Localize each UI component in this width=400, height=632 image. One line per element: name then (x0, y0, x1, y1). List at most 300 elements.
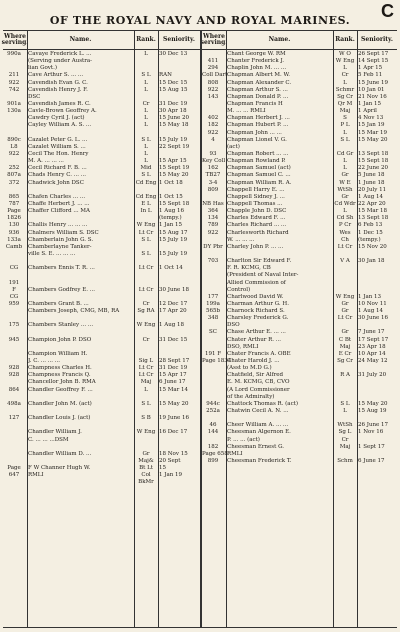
rank: W O (339, 51, 351, 57)
seniority: 1 Jan 15 (358, 100, 382, 107)
officer-name: Cayley William A. S. ... (28, 122, 92, 129)
rank: Cr (142, 300, 150, 307)
seniority: 30 June 16 (358, 315, 389, 322)
where-serving: 899 (207, 458, 219, 465)
where-serving: 143 (207, 93, 219, 100)
list-entry-row (202, 201, 397, 208)
rank: WtSh (337, 186, 353, 193)
officer-name: Allied Commission of (227, 279, 286, 286)
where-serving: 3-4 (208, 179, 218, 186)
officer-name: of the Admiralty) (227, 393, 275, 400)
list-entry-row (202, 444, 397, 451)
list-entry-row (202, 344, 397, 351)
list-entry-row (202, 65, 397, 72)
list-entry-row (3, 294, 200, 301)
list-entry-row (3, 187, 200, 194)
rank: S L (340, 400, 350, 407)
rank: L (343, 65, 347, 72)
rank: Lt Cr (337, 315, 353, 322)
officer-name: DSO, RMLI (227, 343, 259, 350)
where-serving: 787 (8, 200, 20, 207)
rank: BkMr (138, 479, 154, 486)
where-serving: 191 F (204, 350, 222, 357)
list-entry-row (3, 308, 200, 315)
officer-name: RMLI (28, 472, 44, 479)
officer-name: Cawdry Cyril J. (act) (28, 115, 85, 122)
officer-name: Chapple John D. DSC (227, 208, 287, 215)
officer-name: Cheesman Ernest G. (227, 443, 285, 450)
officer-name: RMLI (227, 450, 243, 457)
list-entry-row (202, 230, 397, 237)
seniority: 6 Feb 13 (358, 222, 383, 229)
rank: Sg L (338, 429, 352, 436)
seniority: 26 Sept 17 (358, 51, 389, 57)
where-serving: 959 (8, 300, 20, 307)
where-serving: 944c (206, 400, 220, 407)
officer-name: Chapman Samuel (act) (227, 165, 291, 172)
list-entry-row (202, 451, 397, 458)
where-serving: 922 (8, 79, 20, 86)
officer-name: Challis Henry ... ... ... (28, 222, 88, 229)
list-entry-row (202, 80, 397, 87)
list-entry-row (202, 237, 397, 244)
list-entry-row (3, 387, 200, 394)
officer-name: Cavendish Evan G. C. (28, 79, 88, 86)
list-entry-row (202, 251, 397, 258)
where-serving: 364 (207, 208, 219, 215)
rank: E L (141, 200, 151, 207)
list-entry-row (202, 458, 397, 465)
seniority: 31 July 20 (358, 372, 387, 379)
where-serving: 922 (207, 86, 219, 93)
list-entry-row (202, 308, 397, 315)
officer-name: DSO (227, 322, 240, 329)
navy-list-table (3, 30, 397, 628)
officer-name: Cheesman Algernon E. (227, 429, 291, 436)
where-serving: 789 (207, 222, 219, 229)
seniority: 17 Apr 20 (159, 308, 187, 315)
seniority: 15 July 19 (159, 136, 188, 143)
seniority: 15 July 19 (159, 236, 188, 243)
seniority: 1 Aug 14 (358, 308, 384, 315)
list-entry-row (3, 301, 200, 308)
list-entry-row (3, 394, 200, 401)
officer-name: Chalmers William S. DSC (28, 229, 99, 236)
rank: W Eng (136, 322, 156, 329)
where-serving: CG (9, 293, 19, 300)
col-rank-2: Rank. (333, 31, 357, 50)
officer-name: Cavle-Brown Geoffrey A. (28, 108, 97, 115)
seniority: 1 Aug 14 (358, 193, 384, 200)
list-entry-row (3, 237, 200, 244)
seniority: 1 April (358, 108, 377, 115)
rank: Qr M (337, 100, 353, 107)
list-entry-row (3, 287, 200, 294)
officer-name: F. R. KCMG, CB (227, 265, 271, 272)
where-serving: 182 (207, 443, 219, 450)
where-serving: 647 (8, 472, 20, 479)
rank: L (144, 51, 148, 57)
seniority: 15 Sept 19 (159, 165, 190, 172)
where-serving: CG (9, 265, 19, 272)
list-entry-row (3, 358, 200, 365)
rank: S L (141, 72, 151, 79)
where-serving: 252a (206, 408, 220, 415)
seniority: 15 June 20 (159, 115, 190, 122)
officer-name: Cazalet William S. ... (28, 143, 86, 150)
list-entry-row (3, 115, 200, 122)
list-entry-row (202, 401, 397, 408)
rank: Gr (341, 172, 349, 179)
officer-name: Chandler Louis J. (act) (28, 415, 91, 422)
officer-name: Chattock Thomas R. (act) (227, 400, 299, 407)
list-entry-row (3, 337, 200, 344)
seniority: 1 Jan 15 (159, 222, 183, 229)
seniority: 5 Feb 11 (358, 72, 383, 79)
officer-name: Chamberlain John G. S. (28, 236, 94, 243)
list-entry-row (3, 180, 200, 187)
seniority: 31 Dec 19 (159, 365, 188, 372)
seniority: 30 Dec 13 (159, 51, 188, 57)
seniority: 15 June 19 (358, 79, 389, 86)
where-serving: L8 (10, 143, 18, 150)
seniority: 16 Dec 17 (159, 429, 188, 436)
seniority: 15 May 18 (159, 122, 189, 129)
seniority: 15 Dec 15 (159, 79, 188, 86)
list-entry-row (3, 265, 200, 272)
where-serving: TB27 (205, 172, 221, 179)
officer-name: Chant George W. RM (227, 51, 286, 57)
index-letter: C (381, 1, 394, 21)
list-entry-row (3, 365, 200, 372)
where-serving: 130a (7, 108, 21, 115)
list-entry-row (202, 280, 397, 287)
where-serving: 990a (7, 51, 21, 57)
rank: S B (141, 415, 151, 422)
rank: L (343, 408, 347, 415)
right-column-entries (202, 51, 397, 465)
list-entry-row (202, 379, 397, 386)
officer-name: Charnock Richard S. (227, 308, 285, 315)
where-serving: F (12, 286, 16, 293)
where-serving: Page (7, 465, 21, 472)
seniority: 30 Apr 18 (159, 108, 187, 115)
seniority: 28 Sept 17 (159, 358, 190, 365)
where-serving: 294 (207, 65, 219, 72)
rank: L (343, 79, 347, 86)
where-serving: 133a (7, 236, 21, 243)
rank: S (343, 115, 347, 122)
list-entry-row (202, 194, 397, 201)
seniority: 20 Sept (159, 458, 181, 465)
list-entry-row (202, 258, 397, 265)
where-serving: 901a (7, 100, 21, 107)
officer-name: Chaplin John M. ... ... (227, 65, 287, 72)
rank: S L (141, 172, 151, 179)
where-serving: 565b (205, 308, 221, 315)
officer-name: Cave Arthur S. ... ... (28, 72, 84, 79)
list-entry-row (3, 379, 200, 386)
list-entry-row (202, 51, 397, 58)
rank: L (144, 115, 148, 122)
rank: Maj& (138, 458, 154, 465)
officer-name: Chapman Samuel C. ... (227, 172, 291, 179)
officer-name: Chapman Francis H (227, 100, 283, 107)
list-entry-row (3, 201, 200, 208)
seniority: 15 Mar 18 (358, 208, 388, 215)
officer-name: Champion William H. (28, 350, 88, 357)
rank: S L (340, 136, 350, 143)
where-serving: 402 (207, 115, 219, 122)
list-entry-row (202, 365, 397, 372)
seniority: RAN (159, 72, 172, 79)
rank: S L (141, 400, 151, 407)
seniority: 13 Sept 18 (358, 215, 389, 222)
officer-name: Chappell Thomas ... (227, 200, 283, 207)
list-entry-row (202, 165, 397, 172)
officer-name: Chapman Donald P. ... (227, 93, 289, 100)
list-entry-row (3, 194, 200, 201)
where-serving: 175 (8, 322, 20, 329)
rank: Sig L (138, 358, 154, 365)
where-serving: 703 (207, 258, 219, 265)
officer-name: Charlesworth Richard (227, 229, 289, 236)
list-entry-row (202, 94, 397, 101)
seniority: 10 Nov 11 (358, 300, 387, 307)
rank: Bt Lt (139, 465, 153, 472)
officer-name: Chatwin Cecil A. N. ... (227, 408, 289, 415)
officer-name: Chambers Stanley ... ... (28, 322, 94, 329)
rank: S L (141, 136, 151, 143)
list-entry-row (202, 329, 397, 336)
list-entry-row (3, 137, 200, 144)
list-entry-row (3, 437, 200, 444)
rank: P L (340, 122, 350, 129)
seniority: 15 Sept 18 (159, 200, 190, 207)
rank: L (343, 208, 347, 215)
officer-name: Cavendish James R. C. (28, 100, 91, 107)
list-entry-row (202, 187, 397, 194)
where-serving: 348 (207, 315, 219, 322)
where-serving: Page (7, 208, 21, 215)
list-entry-row (202, 372, 397, 379)
list-entry-row (3, 151, 200, 158)
rank: L (144, 143, 148, 150)
seniority: 6 June 17 (358, 458, 385, 465)
list-entry-row (3, 280, 200, 287)
list-entry-row (3, 87, 200, 94)
officer-name: Chapman Robert ... ... (227, 150, 289, 157)
where-serving: 498a (7, 400, 21, 407)
list-entry-row (3, 130, 200, 137)
rank: Cd Eng (135, 179, 157, 186)
officer-name: Chads Henry C. ... ... (28, 172, 86, 179)
seniority: 1 Jan 13 (358, 293, 382, 300)
where-serving: 162 (207, 165, 219, 172)
rank: S L (141, 250, 151, 257)
where-serving: Page 658 (202, 450, 228, 457)
list-entry-row (3, 322, 200, 329)
rank: Sg Cr (337, 358, 353, 365)
rank: L (144, 86, 148, 93)
list-entry-row (3, 215, 200, 222)
seniority: 7 June 17 (358, 329, 385, 336)
list-entry-row (202, 137, 397, 144)
rank: Wes (339, 229, 351, 236)
seniority: 26 June 17 (358, 422, 389, 429)
officer-name: Cecil Richard F. B. ... (28, 165, 87, 172)
list-entry-row (3, 451, 200, 458)
list-entry-row (3, 222, 200, 229)
rank: Lt Cr (138, 372, 154, 379)
seniority: 15 Apr 15 (159, 158, 187, 165)
rank: Cd Gr (336, 150, 354, 157)
where-serving: 890c (7, 136, 21, 143)
left-column-entries (3, 51, 200, 487)
rank: Cd Wdr (334, 200, 356, 207)
where-serving: 808 (207, 79, 219, 86)
list-entry-row (202, 387, 397, 394)
officer-name: Chandler William D. ... (28, 450, 92, 457)
col-rank: Rank. (134, 31, 158, 50)
officer-name: J. C. ... ... ... (28, 358, 61, 365)
officer-name: Chadwick John DSC (28, 179, 84, 186)
list-entry-row (202, 151, 397, 158)
officer-name: Chafen Charles ... ... (28, 193, 86, 200)
list-entry-row (3, 230, 200, 237)
officer-name: (Serving under Austra- (28, 58, 93, 65)
rank: C Bt (338, 336, 352, 343)
list-entry-row (3, 472, 200, 479)
list-entry-row (3, 172, 200, 179)
rank: W Eng (335, 293, 355, 300)
where-serving: Coll Dart (202, 72, 228, 79)
seniority: 10 Apr 14 (358, 350, 386, 357)
officer-name: Cecil The Hon. Henry (28, 150, 89, 157)
list-entry-row (3, 401, 200, 408)
list-entry-row (3, 315, 200, 322)
seniority: 1 Apr 15 (358, 65, 383, 72)
list-entry-row (202, 115, 397, 122)
list-entry-row (202, 322, 397, 329)
officer-name: Chapman Hubert P. ... (227, 122, 289, 129)
list-entry-row (3, 122, 200, 129)
officer-name: Chapman Rowland P. (227, 158, 286, 165)
where-serving: 742 (8, 86, 20, 93)
seniority: 1 Oct 15 (159, 193, 183, 200)
rank: Mid (140, 165, 152, 172)
list-entry-row (202, 208, 397, 215)
where-serving: 191 (8, 279, 20, 286)
seniority: 22 Sept 19 (159, 143, 190, 150)
rank: W Eng (136, 222, 156, 229)
rank: L (144, 150, 148, 157)
seniority: 13 Sept 18 (358, 150, 389, 157)
seniority: 30 June 18 (159, 286, 190, 293)
list-entry-row (3, 465, 200, 472)
seniority: 19 June 16 (159, 415, 190, 422)
officer-name: Chappell Harry E. ... (227, 186, 285, 193)
officer-name: Cheesman Frederick T. (227, 458, 292, 465)
seniority: 15 (159, 465, 166, 472)
list-entry-row (3, 344, 200, 351)
where-serving: DY Pbr (203, 243, 223, 250)
where-serving: 4 (211, 136, 215, 143)
rank: Sg Cr (337, 93, 353, 100)
officer-name: Control) (227, 286, 251, 293)
officer-name: Chapman John ... ... (227, 129, 282, 136)
col-where-serving: Where serving. (3, 31, 27, 50)
seniority: 1 Oct 14 (159, 265, 183, 272)
rank: Cr (142, 100, 150, 107)
seniority: 14 Sept 15 (358, 58, 389, 65)
where-serving: NB Has (202, 200, 224, 207)
seniority: 15 Sept 18 (358, 158, 389, 165)
where-serving: 127 (8, 415, 20, 422)
officer-name: Chappell Sidney J. ... (227, 193, 285, 200)
list-entry-row (3, 422, 200, 429)
seniority: 15 Mar 14 (159, 386, 189, 393)
list-entry-row (202, 429, 397, 436)
where-serving: 144 (207, 429, 219, 436)
list-entry-row (3, 251, 200, 258)
col-where-serving-2: Where serving. (202, 31, 226, 50)
rank: L (343, 158, 347, 165)
officer-name: (Asst to M.D G.) (227, 365, 272, 372)
where-serving: 1826 (7, 215, 21, 222)
list-entry-row (202, 222, 397, 229)
list-entry-row (3, 272, 200, 279)
rank: W Eng (335, 58, 355, 65)
seniority: 30 Jan 18 (358, 258, 385, 265)
where-serving: 928 (8, 372, 20, 379)
officer-name: Chater Arthur R. ... (227, 336, 282, 343)
rank: E Cr (338, 350, 352, 357)
seniority: 1 Nov 16 (358, 429, 384, 436)
officer-name: Charlwood David W. (227, 293, 284, 300)
list-entry-row (202, 394, 397, 401)
list-entry-row (202, 144, 397, 151)
officer-name: Charlton Sir Edward F. (227, 258, 292, 265)
officer-name: Cazalet Peter G. L. ... (28, 136, 88, 143)
where-serving: Camb (5, 243, 23, 250)
where-serving: 922 (8, 150, 20, 157)
seniority: 15 May 20 (159, 400, 189, 407)
rank: Cr (341, 436, 349, 443)
officer-name: DSC (28, 93, 41, 100)
officer-name: Chandler John M. (act) (28, 400, 92, 407)
list-entry-row (202, 301, 397, 308)
seniority: 23 Apr 18 (358, 343, 386, 350)
officer-name: Chambers Grant B. ... (28, 300, 89, 307)
seniority: 10 Jan 01 (358, 86, 385, 93)
col-name-2: Name. (226, 31, 333, 50)
rank: Cr (142, 336, 150, 343)
list-entry-row (202, 180, 397, 187)
seniority: 15 May 20 (358, 136, 388, 143)
seniority: 15 Apr 17 (159, 372, 187, 379)
rank: R A (340, 372, 350, 379)
officer-name: Chapman Arthur S. ... (227, 86, 288, 93)
officer-name: Chaffer Clifford ... MA (28, 208, 91, 215)
where-serving: 922 (207, 229, 219, 236)
officer-name: Champness Francis Q. (28, 372, 91, 379)
list-entry-row (3, 444, 200, 451)
rank: Maj (140, 379, 152, 386)
list-entry-row (3, 144, 200, 151)
list-entry-row (202, 101, 397, 108)
seniority: 22 June 20 (358, 165, 389, 172)
